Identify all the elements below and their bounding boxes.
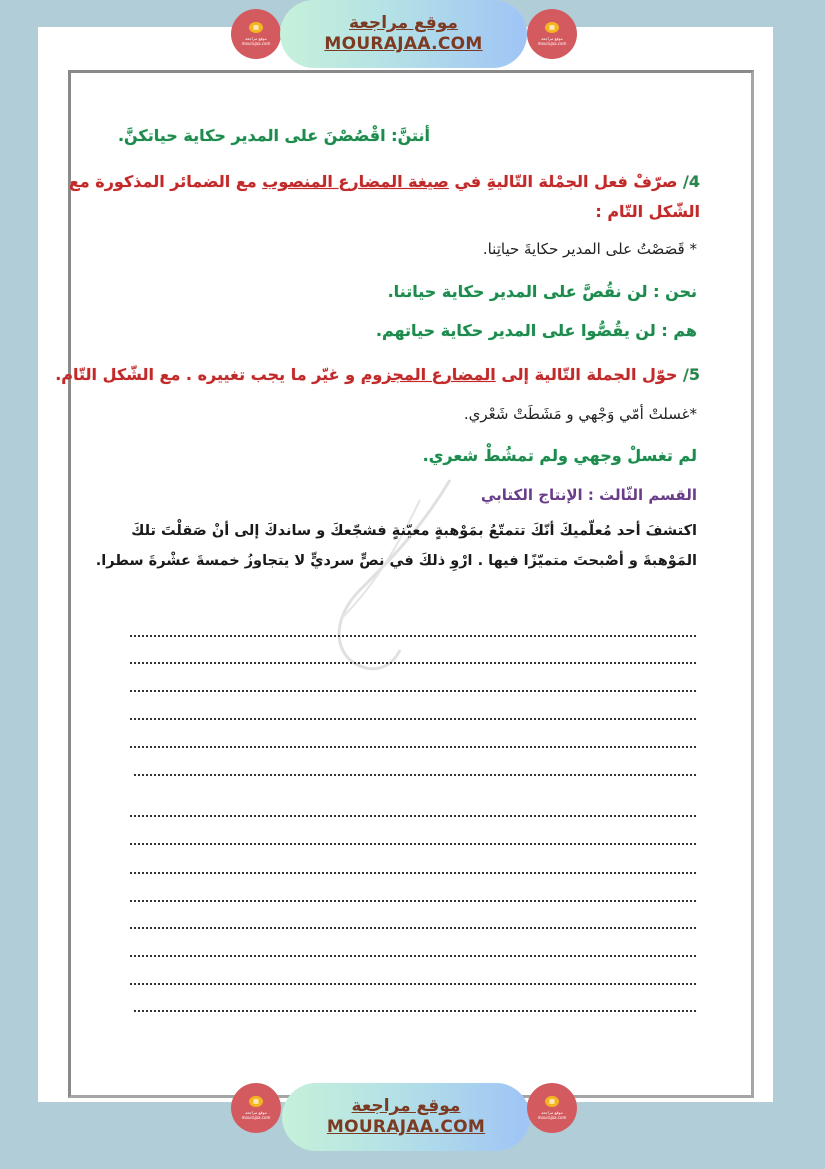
footer-banner[interactable]: [282, 1083, 530, 1151]
answer-line[interactable]: [130, 870, 696, 874]
book-logo-icon: ▦: [545, 22, 559, 33]
header-site-name-en[interactable]: MOURAJAA.COM: [324, 34, 483, 54]
question-4-line1: [69, 172, 700, 191]
answer-line[interactable]: [130, 925, 696, 929]
section-3-title: القسم الثّالث : الإنتاج الكتابي: [480, 486, 697, 504]
question-5-underlined: المضارع المجزوم: [360, 365, 496, 384]
question-4-line2: الشّكل التّام :: [595, 202, 700, 221]
header-site-name-ar[interactable]: موقع مراجعة: [349, 13, 458, 33]
book-logo-icon: ▦: [545, 1096, 559, 1107]
question-4-sentence: * قَصَصْتُ على المدير حكايةَ حياتِنا.: [482, 240, 697, 258]
badge-text-en: mourajaa.com: [241, 41, 271, 46]
question-5-text-part1: حوّل الجملة التّالية إلى: [501, 365, 678, 384]
badge-text-en: mourajaa.com: [537, 41, 567, 46]
badge-left-top: [231, 9, 281, 59]
answer-line[interactable]: [130, 981, 696, 985]
writing-prompt-line2: المَوْهبةَ و أصْبحتَ متميّزًا فيها . ارْوِ ذلكَ في نصٍّ سرديٍّ لا يتجاوزُ خمسةَ عشْرةَ سطرا.: [95, 553, 697, 569]
answer-line[interactable]: [130, 660, 696, 664]
badge-text-en: mourajaa.com: [241, 1115, 271, 1120]
answer-line[interactable]: [130, 688, 696, 692]
document-frame: [68, 70, 754, 1098]
badge-right-bottom: [527, 1083, 577, 1133]
question-5-text-part2: و غيّر ما يجب تغييره . مع الشّكل التّام.: [55, 365, 356, 384]
answer-line[interactable]: [130, 716, 696, 720]
badge-text-ar: موقع مراجعة: [541, 36, 563, 41]
answer-line[interactable]: [134, 772, 696, 776]
badge-text-ar: موقع مراجعة: [541, 1110, 563, 1115]
badge-right-top: [527, 9, 577, 59]
question-5-number: 5/: [683, 365, 700, 384]
question-5-line: [55, 365, 700, 384]
book-logo-icon: ▦: [249, 1096, 263, 1107]
answer-line[interactable]: [130, 898, 696, 902]
answer-line[interactable]: [130, 633, 696, 637]
question-4-answer-hum: هم : لن يقُصُّوا على المدير حكاية حياتهم.: [375, 321, 697, 340]
badge-text-ar: موقع مراجعة: [245, 1110, 267, 1115]
question-4-underlined: صيغة المضارع المنصوب: [262, 172, 449, 191]
answer-line[interactable]: [130, 744, 696, 748]
answer-antunna: أنتنَّ: اقْصُصْنَ على المدير حكاية حياتكنَّ.: [117, 126, 430, 145]
question-4-text-part1: صرّفْ فعل الجمْلة التّاليةِ في: [454, 172, 678, 191]
question-4-answer-nahnu: نحن : لن نقُصَّ على المدير حكاية حياتنا.: [387, 282, 697, 301]
badge-left-bottom: [231, 1083, 281, 1133]
question-5-answer: لم تغسلْ وجهي ولم تمشُطْ شعري.: [422, 446, 697, 465]
footer-site-name-en[interactable]: MOURAJAA.COM: [326, 1117, 486, 1137]
answer-line[interactable]: [134, 1008, 696, 1012]
footer-site-name-ar[interactable]: موقع مراجعة: [351, 1096, 461, 1116]
answer-line[interactable]: [130, 813, 696, 817]
badge-text-en: mourajaa.com: [537, 1115, 567, 1120]
question-4-text-part2: مع الضمائر المذكورة مع: [68, 172, 257, 191]
badge-text-ar: موقع مراجعة: [245, 36, 267, 41]
question-4-number: 4/: [683, 172, 700, 191]
header-banner[interactable]: [280, 0, 527, 68]
question-5-sentence: *غسلتْ أمّي وَجْهي و مَشَطَتْ شَعْري.: [463, 405, 697, 423]
writing-prompt-line1: اكتشفَ أحد مُعلّميكَ أنّكَ تتمتّعُ بمَوْهبةٍ معيّنةٍ فشجّعكَ و ساندكَ إلى أنْ صَقلْتَ تلكَ: [131, 523, 697, 539]
book-logo-icon: ▦: [249, 22, 263, 33]
answer-line[interactable]: [130, 841, 696, 845]
answer-line[interactable]: [130, 953, 696, 957]
